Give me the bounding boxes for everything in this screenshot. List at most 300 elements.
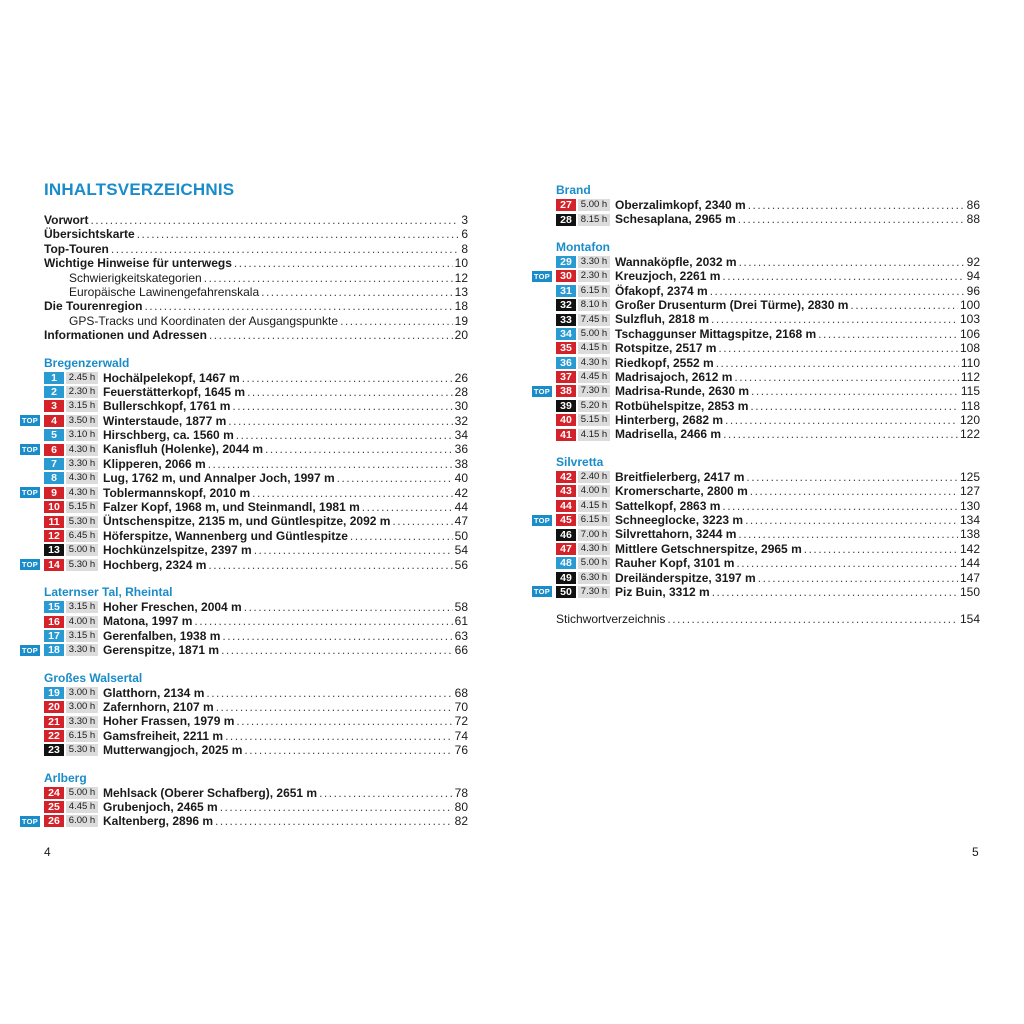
tour-duration: 4.30 h	[66, 487, 98, 499]
tour-duration: 6.30 h	[578, 572, 610, 584]
dot-leader	[204, 271, 453, 285]
tour-entry[interactable]	[44, 700, 468, 714]
tour-page: 82	[454, 814, 468, 829]
tour-entry[interactable]	[21, 814, 468, 829]
dot-leader	[748, 198, 965, 212]
front-matter-list	[44, 213, 468, 343]
left-region-list	[21, 355, 468, 829]
tour-page: 47	[454, 514, 468, 529]
tour-duration: 3.30 h	[66, 458, 98, 470]
tour-name: Tschaggunser Mittagspitze, 2168 m	[615, 326, 817, 341]
tour-entry[interactable]	[533, 269, 980, 284]
tour-page: 68	[454, 685, 468, 700]
tour-number: 12	[44, 530, 64, 542]
dot-leader	[350, 529, 453, 543]
toc-entry[interactable]	[44, 227, 468, 241]
dot-leader	[228, 414, 452, 428]
dot-leader	[261, 285, 453, 299]
tour-number: 50	[556, 586, 576, 598]
tour-page: 80	[454, 799, 468, 814]
tour-duration: 4.00 h	[578, 485, 610, 497]
dot-leader	[222, 629, 452, 643]
tour-name: Hochberg, 2324 m	[103, 557, 207, 572]
toc-entry-page: 3	[461, 213, 468, 227]
dot-leader	[736, 556, 958, 570]
tour-entry[interactable]	[44, 686, 468, 700]
tour-number: 25	[44, 801, 64, 813]
tour-entry[interactable]	[556, 356, 980, 370]
tour-name: Rotbühelspitze, 2853 m	[615, 398, 749, 413]
tour-number: 43	[556, 485, 576, 497]
toc-entry-label: Vorwort	[44, 213, 89, 227]
dot-leader	[215, 814, 453, 828]
tour-duration: 3.30 h	[578, 256, 610, 268]
tour-name: Feuerstätterkopf, 1645 m	[103, 384, 246, 399]
dot-leader	[804, 542, 958, 556]
tour-number: 26	[44, 815, 64, 827]
tour-entry[interactable]	[556, 413, 980, 427]
tour-entry[interactable]	[44, 600, 468, 614]
dot-leader	[234, 256, 453, 270]
tour-page: 56	[454, 557, 468, 572]
toc-entry-page: 8	[461, 241, 468, 256]
tour-name: Sattelkopf, 2863 m	[615, 498, 721, 513]
tour-page: 134	[959, 513, 980, 528]
tour-entry[interactable]	[44, 629, 468, 643]
tour-name: Kreuzjoch, 2261 m	[615, 269, 721, 284]
tour-entry[interactable]	[44, 543, 468, 557]
tour-number: 19	[44, 687, 64, 699]
toc-entry[interactable]	[44, 213, 468, 227]
tour-entry[interactable]	[556, 571, 980, 585]
dot-leader	[252, 486, 452, 500]
dot-leader	[738, 527, 958, 541]
tour-number: 14	[44, 559, 64, 571]
tour-name: Grubenjoch, 2465 m	[103, 799, 218, 814]
tour-number: 39	[556, 400, 576, 412]
dot-leader	[194, 614, 452, 628]
tour-duration: 4.30 h	[66, 444, 98, 456]
region-heading: Laternser Tal, Rheintal	[44, 584, 173, 599]
tour-page: 44	[454, 500, 468, 515]
tour-number: 33	[556, 314, 576, 326]
dot-leader	[711, 312, 958, 326]
tour-page: 78	[454, 785, 468, 800]
tour-number: 4	[44, 415, 64, 427]
tour-duration: 2.30 h	[578, 270, 610, 282]
top-tour-badge: TOP	[21, 645, 39, 655]
toc-entry-page: 13	[454, 284, 468, 299]
toc-entry[interactable]	[44, 328, 468, 342]
tour-page: 96	[966, 283, 980, 298]
tour-number: 35	[556, 342, 576, 354]
toc-entry-label: GPS-Tracks und Koordinaten der Ausgangspunkte	[69, 313, 339, 328]
tour-page: 103	[959, 312, 980, 327]
tour-name: Hoher Freschen, 2004 m	[103, 599, 242, 614]
tour-page: 28	[454, 384, 468, 399]
tour-entry[interactable]	[556, 527, 980, 541]
tour-duration: 3.15 h	[66, 601, 98, 613]
tour-number: 22	[44, 730, 64, 742]
dot-leader	[216, 700, 453, 714]
tour-entry[interactable]	[21, 442, 468, 457]
tour-entry[interactable]	[533, 584, 980, 599]
tour-page: 120	[959, 413, 980, 428]
tour-entry[interactable]	[44, 500, 468, 514]
tour-duration: 4.30 h	[66, 472, 98, 484]
index-page: 154	[959, 612, 980, 627]
tour-name: Hirschberg, ca. 1560 m	[103, 428, 234, 443]
toc-entry[interactable]	[44, 299, 468, 313]
tour-entry[interactable]	[44, 385, 468, 399]
tour-number: 41	[556, 429, 576, 441]
tour-name: Üntschenspitze, 2135 m, und Güntlespitze, 2092 m	[103, 514, 391, 529]
tour-duration: 4.15 h	[578, 429, 610, 441]
tour-name: Silvrettahorn, 3244 m	[615, 527, 737, 542]
tour-name: Mittlere Getschnerspitze, 2965 m	[615, 541, 802, 556]
dot-leader	[751, 384, 959, 398]
tour-name: Schneeglocke, 3223 m	[615, 513, 744, 528]
dot-leader	[220, 800, 453, 814]
tour-duration: 6.00 h	[66, 815, 98, 827]
index-label: Stichwortverzeichnis	[556, 612, 666, 627]
tour-entry[interactable]	[44, 800, 468, 814]
tour-name: Sulzfluh, 2818 m	[615, 312, 710, 327]
tour-duration: 6.15 h	[66, 730, 98, 742]
tour-page: 66	[454, 643, 468, 658]
dot-leader	[716, 356, 959, 370]
tour-number: 46	[556, 529, 576, 541]
tour-duration: 7.30 h	[578, 385, 610, 397]
dot-leader	[738, 212, 965, 226]
tour-name: Bullerschkopf, 1761 m	[103, 399, 231, 414]
tour-entry[interactable]	[556, 556, 980, 570]
toc-entry-label: Top-Touren	[44, 241, 109, 256]
top-tour-badge: TOP	[21, 816, 39, 826]
region-heading: Großes Walsertal	[44, 670, 143, 685]
tour-duration: 8.10 h	[578, 299, 610, 311]
toc-entry[interactable]	[44, 285, 468, 299]
tour-entry[interactable]	[556, 255, 980, 269]
tour-entry[interactable]	[44, 729, 468, 743]
tour-entry[interactable]	[44, 614, 468, 628]
tour-name: Hochälpelekopf, 1467 m	[103, 370, 240, 385]
tour-duration: 4.45 h	[66, 801, 98, 813]
tour-duration: 4.30 h	[578, 543, 610, 555]
tour-entry[interactable]	[556, 298, 980, 312]
tour-duration: 6.45 h	[66, 530, 98, 542]
region-heading: Arlberg	[44, 770, 87, 785]
tour-page: 32	[454, 413, 468, 428]
dot-leader	[362, 500, 453, 514]
tour-number: 24	[44, 787, 64, 799]
tour-entry[interactable]	[44, 457, 468, 471]
tour-entry[interactable]	[556, 484, 980, 498]
tour-number: 31	[556, 285, 576, 297]
tour-page: 34	[454, 428, 468, 443]
dot-leader	[337, 471, 453, 485]
tour-page: 115	[960, 384, 980, 399]
tour-name: Öfakopf, 2374 m	[615, 283, 708, 298]
tour-entry[interactable]	[44, 471, 468, 485]
tour-duration: 6.15 h	[578, 285, 610, 297]
toc-entry-page: 19	[454, 313, 468, 328]
tour-name: Rotspitze, 2517 m	[615, 341, 717, 356]
tour-number: 40	[556, 414, 576, 426]
toc-entry-label: Schwierigkeitskategorien	[69, 270, 202, 285]
tour-number: 28	[556, 214, 576, 226]
tour-number: 18	[44, 644, 64, 656]
tour-duration: 4.45 h	[578, 371, 610, 383]
top-tour-badge: TOP	[533, 587, 551, 597]
tour-name: Gerenfalben, 1938 m	[103, 628, 221, 643]
tour-name: Matona, 1997 m	[103, 614, 193, 629]
tour-entry[interactable]	[44, 714, 468, 728]
tour-page: 58	[454, 599, 468, 614]
tour-page: 50	[454, 528, 468, 543]
tour-name: Madrisajoch, 2612 m	[615, 369, 733, 384]
tour-name: Piz Buin, 3312 m	[615, 584, 710, 599]
tour-duration: 5.00 h	[578, 199, 610, 211]
tour-duration: 4.15 h	[578, 342, 610, 354]
region-heading: Brand	[556, 183, 591, 197]
tour-number: 20	[44, 701, 64, 713]
tour-page: 112	[960, 369, 980, 384]
tour-number: 36	[556, 357, 576, 369]
toc-entry-page: 10	[454, 256, 468, 271]
tour-duration: 5.30 h	[66, 516, 98, 528]
region-heading: Bregenzerwald	[44, 355, 130, 370]
toc-entry-page: 18	[454, 299, 468, 314]
dot-leader	[723, 427, 958, 441]
tour-page: 86	[966, 198, 980, 212]
tour-page: 118	[960, 398, 980, 413]
tour-entry[interactable]	[556, 499, 980, 513]
tour-number: 15	[44, 601, 64, 613]
tour-name: Glatthorn, 2134 m	[103, 685, 205, 700]
top-tour-badge: TOP	[21, 488, 39, 498]
tour-duration: 5.00 h	[578, 557, 610, 569]
tour-entry[interactable]	[21, 557, 468, 572]
dot-leader	[221, 643, 453, 657]
tour-entry[interactable]	[556, 327, 980, 341]
tour-duration: 3.00 h	[66, 701, 98, 713]
dot-leader	[111, 242, 459, 256]
tour-number: 6	[44, 444, 64, 456]
tour-number: 34	[556, 328, 576, 340]
tour-name: Höferspitze, Wannenberg und Güntlespitze	[103, 528, 348, 543]
tour-page: 30	[454, 399, 468, 414]
dot-leader	[750, 399, 958, 413]
tour-name: Großer Drusenturm (Drei Türme), 2830 m	[615, 297, 849, 312]
dot-leader	[254, 543, 453, 557]
tour-duration: 3.00 h	[66, 687, 98, 699]
tour-number: 2	[44, 386, 64, 398]
tour-number: 23	[44, 744, 64, 756]
tour-page: 70	[454, 699, 468, 714]
tour-duration: 6.15 h	[578, 514, 610, 526]
tour-entry[interactable]	[556, 198, 980, 212]
tour-name: Gamsfreiheit, 2211 m	[103, 728, 224, 743]
tour-number: 3	[44, 400, 64, 412]
tour-page: 63	[454, 628, 468, 643]
tour-duration: 5.00 h	[66, 787, 98, 799]
tour-number: 13	[44, 544, 64, 556]
toc-entry-page: 6	[461, 227, 468, 242]
tour-name: Hochkünzelspitze, 2397 m	[103, 543, 252, 558]
tour-entry[interactable]	[556, 212, 980, 226]
dot-leader	[818, 327, 958, 341]
tour-entry[interactable]	[44, 371, 468, 385]
tour-duration: 4.30 h	[578, 357, 610, 369]
top-tour-badge: TOP	[21, 560, 39, 570]
tour-entry[interactable]	[44, 786, 468, 800]
tour-page: 36	[454, 442, 468, 457]
tour-entry[interactable]	[556, 284, 980, 298]
tour-entry[interactable]	[556, 370, 980, 384]
toc-entry-label: Übersichtskarte	[44, 227, 135, 242]
tour-name: Hoher Frassen, 1979 m	[103, 714, 235, 729]
toc-entry-page: 20	[454, 328, 468, 343]
tour-entry[interactable]	[556, 341, 980, 355]
dot-leader	[265, 442, 453, 456]
tour-number: 45	[556, 514, 576, 526]
toc-entry[interactable]	[44, 242, 468, 256]
tour-name: Zafernhorn, 2107 m	[103, 699, 214, 714]
dot-leader	[722, 269, 964, 283]
tour-page: 125	[959, 469, 980, 484]
toc-entry-label: Wichtige Hinweise für unterwegs	[44, 256, 232, 271]
tour-number: 37	[556, 371, 576, 383]
tour-number: 27	[556, 199, 576, 211]
tour-number: 17	[44, 630, 64, 642]
tour-name: Wannaköpfle, 2032 m	[615, 254, 737, 269]
tour-name: Klipperen, 2066 m	[103, 456, 206, 471]
tour-entry[interactable]	[533, 384, 980, 399]
tour-name: Winterstaude, 1877 m	[103, 413, 227, 428]
tour-entry[interactable]	[44, 529, 468, 543]
tour-name: Toblermannskopf, 2010 m	[103, 485, 251, 500]
tour-duration: 7.45 h	[578, 314, 610, 326]
tour-entry[interactable]	[556, 542, 980, 556]
tour-duration: 7.30 h	[578, 586, 610, 598]
tour-duration: 3.15 h	[66, 400, 98, 412]
dot-leader	[667, 612, 958, 626]
tour-name: Kromerscharte, 2800 m	[615, 484, 748, 499]
tour-entry[interactable]	[21, 413, 468, 428]
tour-duration: 7.00 h	[578, 529, 610, 541]
tour-number: 7	[44, 458, 64, 470]
page-title: INHALTSVERZEICHNIS	[44, 180, 235, 199]
tour-page: 76	[454, 743, 468, 758]
toc-entry-label: Informationen und Adressen	[44, 328, 207, 343]
tour-number: 8	[44, 472, 64, 484]
dot-leader	[392, 514, 452, 528]
tour-entry[interactable]	[533, 513, 980, 528]
tour-number: 32	[556, 299, 576, 311]
tour-page: 74	[454, 728, 468, 743]
tour-name: Madrisella, 2466 m	[615, 427, 722, 442]
tour-entry[interactable]	[21, 485, 468, 500]
toc-entry[interactable]	[44, 271, 468, 285]
tour-number: 10	[44, 501, 64, 513]
tour-duration: 2.30 h	[66, 386, 98, 398]
tour-page: 106	[959, 326, 980, 341]
tour-number: 29	[556, 256, 576, 268]
tour-duration: 5.00 h	[578, 328, 610, 340]
dot-leader	[236, 714, 452, 728]
index-entry[interactable]	[556, 612, 980, 626]
tour-name: Dreiländerspitze, 3197 m	[615, 570, 756, 585]
dot-leader	[208, 457, 453, 471]
tour-entry[interactable]	[556, 470, 980, 484]
tour-page: 88	[966, 212, 980, 227]
tour-entry[interactable]	[556, 399, 980, 413]
dot-leader	[206, 686, 452, 700]
tour-entry[interactable]	[44, 743, 468, 757]
tour-number: 44	[556, 500, 576, 512]
tour-name: Oberzalimkopf, 2340 m	[615, 198, 746, 212]
tour-page: 144	[959, 556, 980, 571]
tour-page: 108	[959, 341, 980, 356]
tour-entry[interactable]	[44, 428, 468, 442]
tour-duration: 4.00 h	[66, 616, 98, 628]
page-number-right: 5	[972, 845, 979, 859]
tour-entry[interactable]	[556, 427, 980, 441]
tour-name: Madrisa-Runde, 2630 m	[615, 384, 750, 399]
toc-entry-label: Die Tourenregion	[44, 299, 143, 314]
tour-page: 54	[454, 543, 468, 558]
tour-duration: 5.15 h	[66, 501, 98, 513]
dot-leader	[718, 341, 958, 355]
tour-name: Gerenspitze, 1871 m	[103, 643, 220, 658]
left-page-toc	[21, 178, 468, 829]
toc-entry[interactable]	[44, 314, 468, 328]
tour-entry[interactable]	[44, 399, 468, 413]
tour-duration: 2.40 h	[578, 471, 610, 483]
tour-entry[interactable]	[44, 514, 468, 528]
tour-name: Schesaplana, 2965 m	[615, 212, 736, 227]
tour-name: Kanisfluh (Holenke), 2044 m	[103, 442, 264, 457]
region-heading: Silvretta	[556, 454, 604, 469]
top-tour-badge: TOP	[21, 444, 39, 454]
toc-entry[interactable]	[44, 256, 468, 270]
dot-leader	[745, 513, 958, 527]
tour-page: 61	[454, 614, 468, 629]
tour-page: 94	[966, 269, 980, 284]
tour-duration: 8.15 h	[578, 214, 610, 226]
tour-page: 127	[959, 484, 980, 499]
tour-duration: 2.45 h	[66, 372, 98, 384]
tour-duration: 5.15 h	[578, 414, 610, 426]
tour-entry[interactable]	[21, 643, 468, 658]
tour-page: 142	[959, 541, 980, 556]
tour-duration: 3.10 h	[66, 429, 98, 441]
tour-entry[interactable]	[556, 312, 980, 326]
region-heading: Montafon	[556, 239, 610, 254]
tour-duration: 3.50 h	[66, 415, 98, 427]
tour-number: 42	[556, 471, 576, 483]
tour-number: 21	[44, 716, 64, 728]
dot-leader	[225, 729, 453, 743]
tour-page: 38	[454, 456, 468, 471]
tour-duration: 5.30 h	[66, 744, 98, 756]
dot-leader	[725, 413, 958, 427]
tour-page: 92	[966, 254, 980, 269]
dot-leader	[734, 370, 958, 384]
tour-number: 47	[556, 543, 576, 555]
top-tour-badge: TOP	[533, 271, 551, 281]
